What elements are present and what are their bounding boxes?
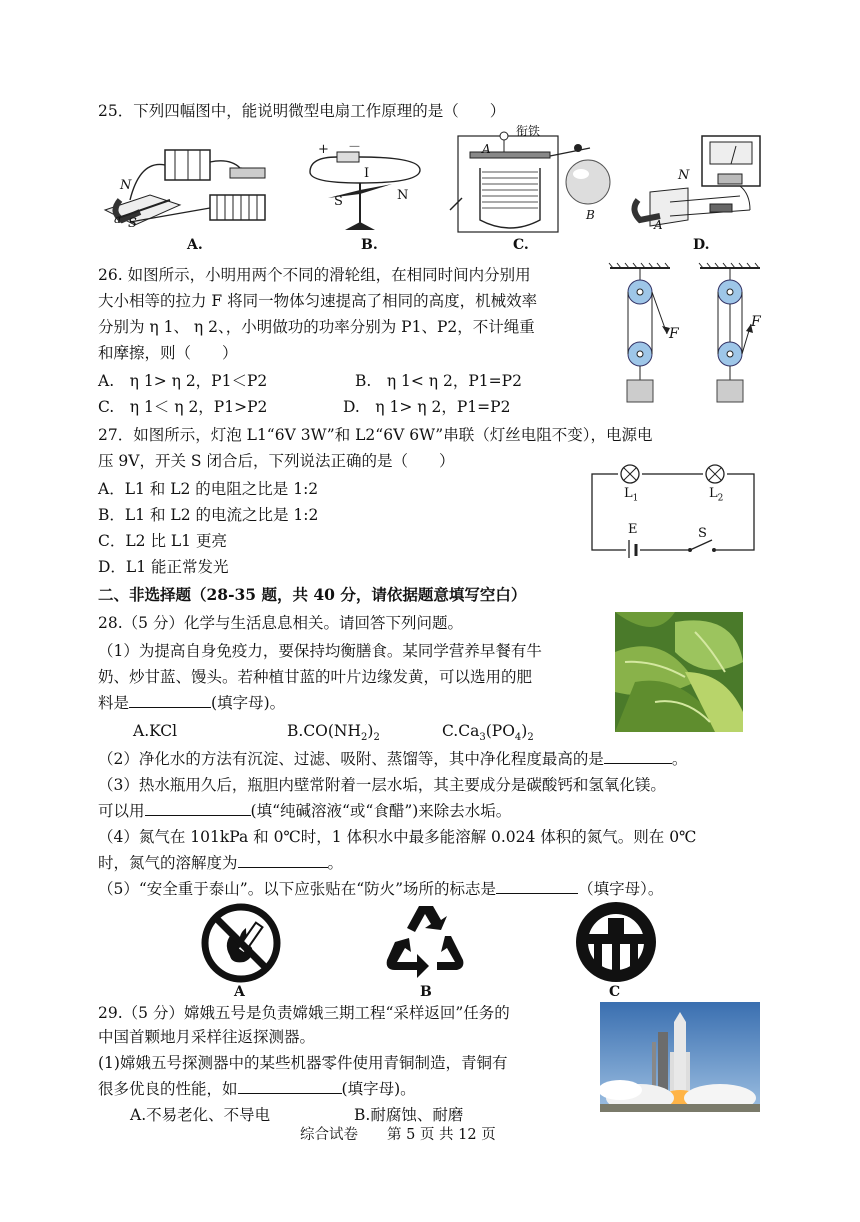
q25-caption-d: D. xyxy=(693,237,710,253)
q27-line-2: 压 9V，开关 S 闭合后，下列说法正确的是（ ） xyxy=(98,452,455,470)
q29-line-2: 中国首颗地月采样往返探测器。 xyxy=(98,1028,316,1046)
answer-blank[interactable] xyxy=(129,692,211,708)
q25-figure-a xyxy=(100,140,280,240)
q28-option-c: $C.Ca_3(PO_4)_2$ xyxy=(442,722,534,744)
e-label: E xyxy=(628,522,638,537)
q25-caption-c: C. xyxy=(513,237,529,253)
force-label-left: F xyxy=(669,326,679,342)
page-footer: 综合试卷 第 5 页 共 12 页 xyxy=(300,1127,496,1143)
q26-pulley-figure xyxy=(605,262,775,412)
l2-label: $L_2$ xyxy=(709,486,724,504)
q26-option-b: B. η 1< η 2，P1=P2 xyxy=(355,372,522,390)
q28-p1-line-3: 料是 (填字母)。 xyxy=(98,694,286,712)
label-plus: + xyxy=(318,142,329,157)
q25-figure-d xyxy=(630,130,780,240)
q26-option-c: C. η 1＜ η 2，P1>P2 xyxy=(98,398,268,416)
recycle-sign-icon xyxy=(385,898,467,980)
sign-label-c: C xyxy=(609,984,621,1000)
sign-label-b: B xyxy=(420,984,432,1000)
q29-option-a: A.不易老化、不导电 xyxy=(130,1106,271,1124)
q25-figure-c xyxy=(440,124,620,240)
q28-p2: （2）净化水的方法有沉淀、过滤、吸附、蒸馏等，其中净化程度最高的是 。 xyxy=(98,750,688,768)
label-a: A xyxy=(654,218,663,232)
force-label-right: F xyxy=(751,314,761,330)
q28-p1-line-2: 奶、炒甘蓝、馒头。若种植甘蓝的叶片边缘发黄，可以选用的肥 xyxy=(98,668,533,686)
q27-option-b: B．L1 和 L2 的电流之比是 1:2 xyxy=(98,506,319,524)
q26-line-1: 26. 如图所示，小明用两个不同的滑轮组，在相同时间内分别用 xyxy=(98,266,531,284)
label-minus: － xyxy=(348,140,362,155)
q26-option-d: D. η 1> η 2，P1=P2 xyxy=(343,398,511,416)
q29-p1-line-1: (1)嫦娥五号探测器中的某些机器零件使用青铜制造，青铜有 xyxy=(98,1054,508,1072)
label-north: N xyxy=(397,188,409,203)
label-n: N xyxy=(120,178,132,193)
no-fire-sign-icon xyxy=(200,902,282,984)
answer-blank[interactable] xyxy=(145,800,251,816)
q28-p3-line-2: 可以用 (填“纯碱溶液“或“食醋”)来除去水垢。 xyxy=(98,802,512,820)
rocket-launch-photo xyxy=(600,1002,760,1112)
q27-option-a: A．L1 和 L2 的电阻之比是 1:2 xyxy=(98,480,319,498)
q28-option-a: A.KCl xyxy=(133,722,178,740)
label-n: N xyxy=(678,168,690,183)
label-south: S xyxy=(334,194,343,209)
label-current: I xyxy=(364,166,370,181)
q29-p1-line-2: 很多优良的性能，如 (填字母)。 xyxy=(98,1080,416,1098)
answer-blank[interactable] xyxy=(604,748,672,764)
q27-option-c: C．L2 比 L1 更亮 xyxy=(98,532,227,550)
sign-label-a: A xyxy=(234,984,245,1000)
q28-p1-line-1: （1）为提高自身免疫力，要保持均衡膳食。某同学营养早餐有牛 xyxy=(98,642,542,660)
l1-label: $L_1$ xyxy=(624,486,639,504)
q27-option-d: D．L1 能正常发光 xyxy=(98,558,229,576)
q26-option-a: A. η 1> η 2，P1＜P2 xyxy=(98,372,268,390)
q25-caption-b: B. xyxy=(361,237,378,253)
label-armature: 衔铁 xyxy=(516,124,541,138)
label-a: A xyxy=(482,142,491,156)
q26-line-3: 分别为 η 1、 η 2、，小明做功的功率分别为 P1、P2，不计绳重 xyxy=(98,318,535,336)
cabbage-leaf-photo xyxy=(615,612,743,732)
q29-line-1: 29.（5 分）嫦娥五号是负责嫦娥三期工程“采样返回”任务的 xyxy=(98,1004,510,1022)
q28-p4-line-2: 时，氮气的溶解度为 。 xyxy=(98,854,344,872)
answer-blank[interactable] xyxy=(238,852,328,868)
answer-blank[interactable] xyxy=(238,1078,342,1094)
q28-p4-line-1: （4）氮气在 101kPa 和 0℃时，1 体积水中最多能溶解 0.024 体积的氮气。则在 0℃ xyxy=(98,828,697,846)
section-heading: 二、非选择题（28-35 题，共 40 分，请依据题意填写空白） xyxy=(98,585,527,604)
q27-circuit-figure xyxy=(588,458,760,558)
label-b: B xyxy=(586,208,595,222)
label-a: a xyxy=(114,212,122,226)
q26-line-4: 和摩擦，则（ ） xyxy=(98,344,238,362)
q27-line-1: 27．如图所示，灯泡 L1“6V 3W”和 L2“6V 6W”串联（灯丝电阻不变），电源电 xyxy=(98,426,653,444)
q26-line-2: 大小相等的拉力 F 将同一物体匀速提高了相同的高度，机械效率 xyxy=(98,292,538,310)
label-s: S xyxy=(128,216,137,231)
q28-p5: （5）“安全重于泰山”。以下应张贴在“防火”场所的标志是 （填字母）。 xyxy=(98,880,664,898)
q25-caption-a: A. xyxy=(187,237,203,253)
q25-figure-b xyxy=(300,138,440,238)
answer-blank[interactable] xyxy=(496,878,578,894)
water-saving-sign-icon xyxy=(574,900,658,984)
q28-p3-line-1: （3）热水瓶用久后，瓶胆内壁常附着一层水垢，其主要成分是碳酸钙和氢氧化镁。 xyxy=(98,776,666,794)
q28-option-b: $B.CO(NH_2)_2$ xyxy=(287,722,380,744)
q29-option-b: B.耐腐蚀、耐磨 xyxy=(354,1106,464,1124)
q25-stem: 25．下列四幅图中，能说明微型电扇工作原理的是（ ） xyxy=(98,102,506,120)
s-label: S xyxy=(698,526,707,541)
q28-head: 28.（5 分）化学与生活息息相关。请回答下列问题。 xyxy=(98,614,463,632)
